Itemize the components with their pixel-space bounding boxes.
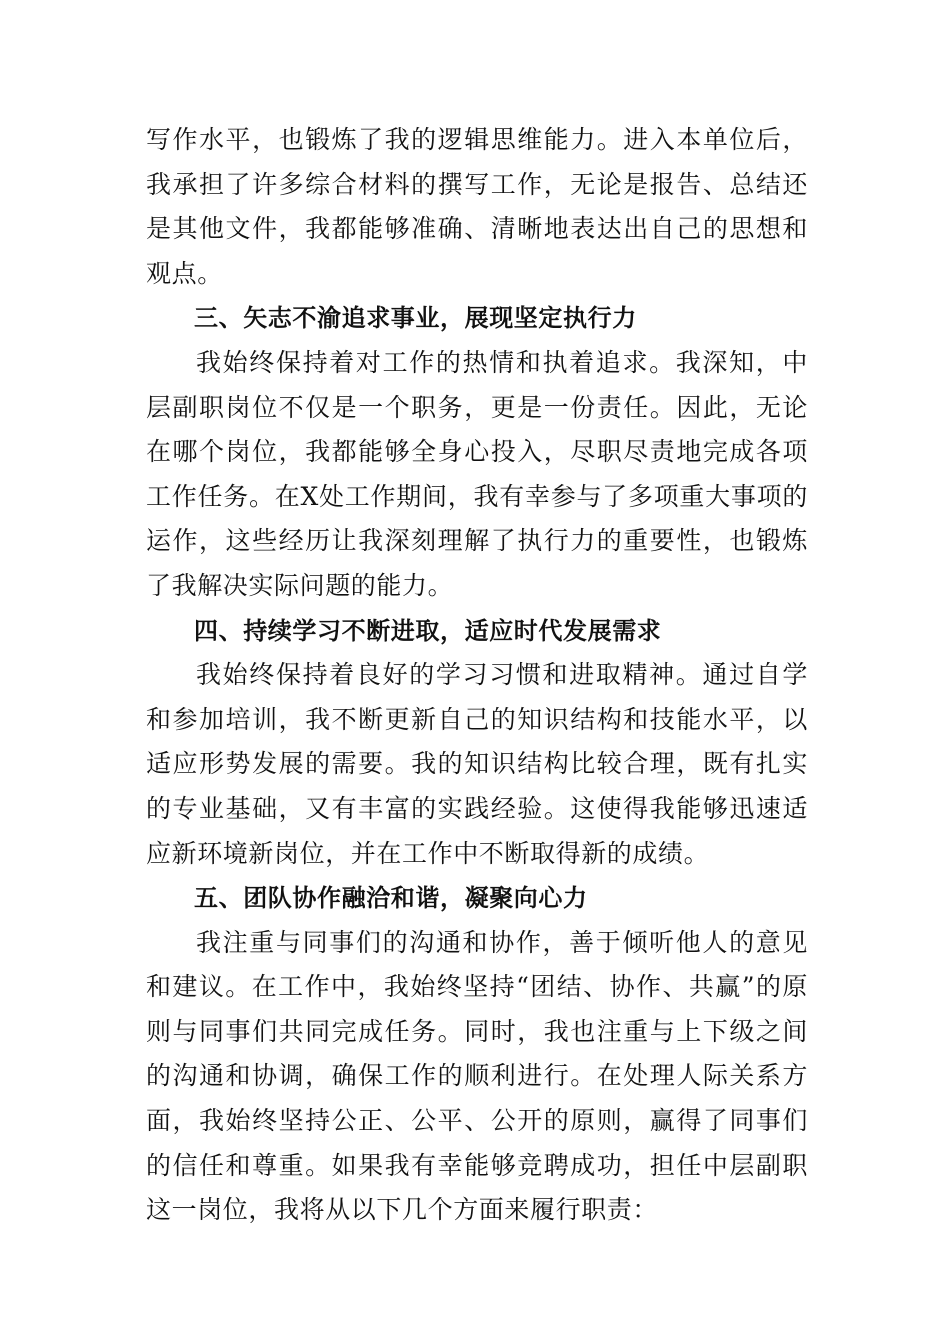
- paragraph-execution: 我始终保持着对工作的热情和执着追求。我深知，中层副职岗位不仅是一个职务，更是一份责任。因此，无论在哪个岗位，我都能够全身心投入，尽职尽责地完成各项工作任务。在X处工作期间，我有幸参与了多项重大事项的运作，这些经历让我深刻理解了执行力的重要性，也锻炼了我解决实际问题的能力。: [146, 347, 808, 600]
- section-heading-4: 四、持续学习不断进取，适应时代发展需求: [194, 616, 662, 645]
- paragraph-continued: 写作水平，也锻炼了我的逻辑思维能力。进入本单位后，我承担了许多综合材料的撰写工作，无论是报告、总结还是其他文件，我都能够准确、清晰地表达出自己的思想和观点。: [146, 125, 808, 288]
- section-heading-5: 五、团队协作融洽和谐，凝聚向心力: [194, 884, 588, 913]
- section-heading-3: 三、矢志不渝追求事业，展现坚定执行力: [194, 304, 637, 333]
- document-body: [146, 118, 808, 1233]
- paragraph-learning: 我始终保持着良好的学习习惯和进取精神。通过自学和参加培训，我不断更新自己的知识结构和技能水平，以适应形势发展的需要。我的知识结构比较合理，既有扎实的专业基础，又有丰富的实践经验。这使得我能够迅速适应新环境新岗位，并在工作中不断取得新的成绩。: [146, 660, 808, 868]
- paragraph-teamwork: 我注重与同事们的沟通和协作，善于倾听他人的意见和建议。在工作中，我始终坚持“团结、协作、共赢”的原则与同事们共同完成任务。同时，我也注重与上下级之间的沟通和协调，确保工作的顺利进行。在处理人际关系方面，我始终坚持公正、公平、公开的原则，赢得了同事们的信任和尊重。如果我有幸能够竞聘成功，担任中层副职这一岗位，我将从以下几个方面来履行职责：: [146, 927, 808, 1225]
